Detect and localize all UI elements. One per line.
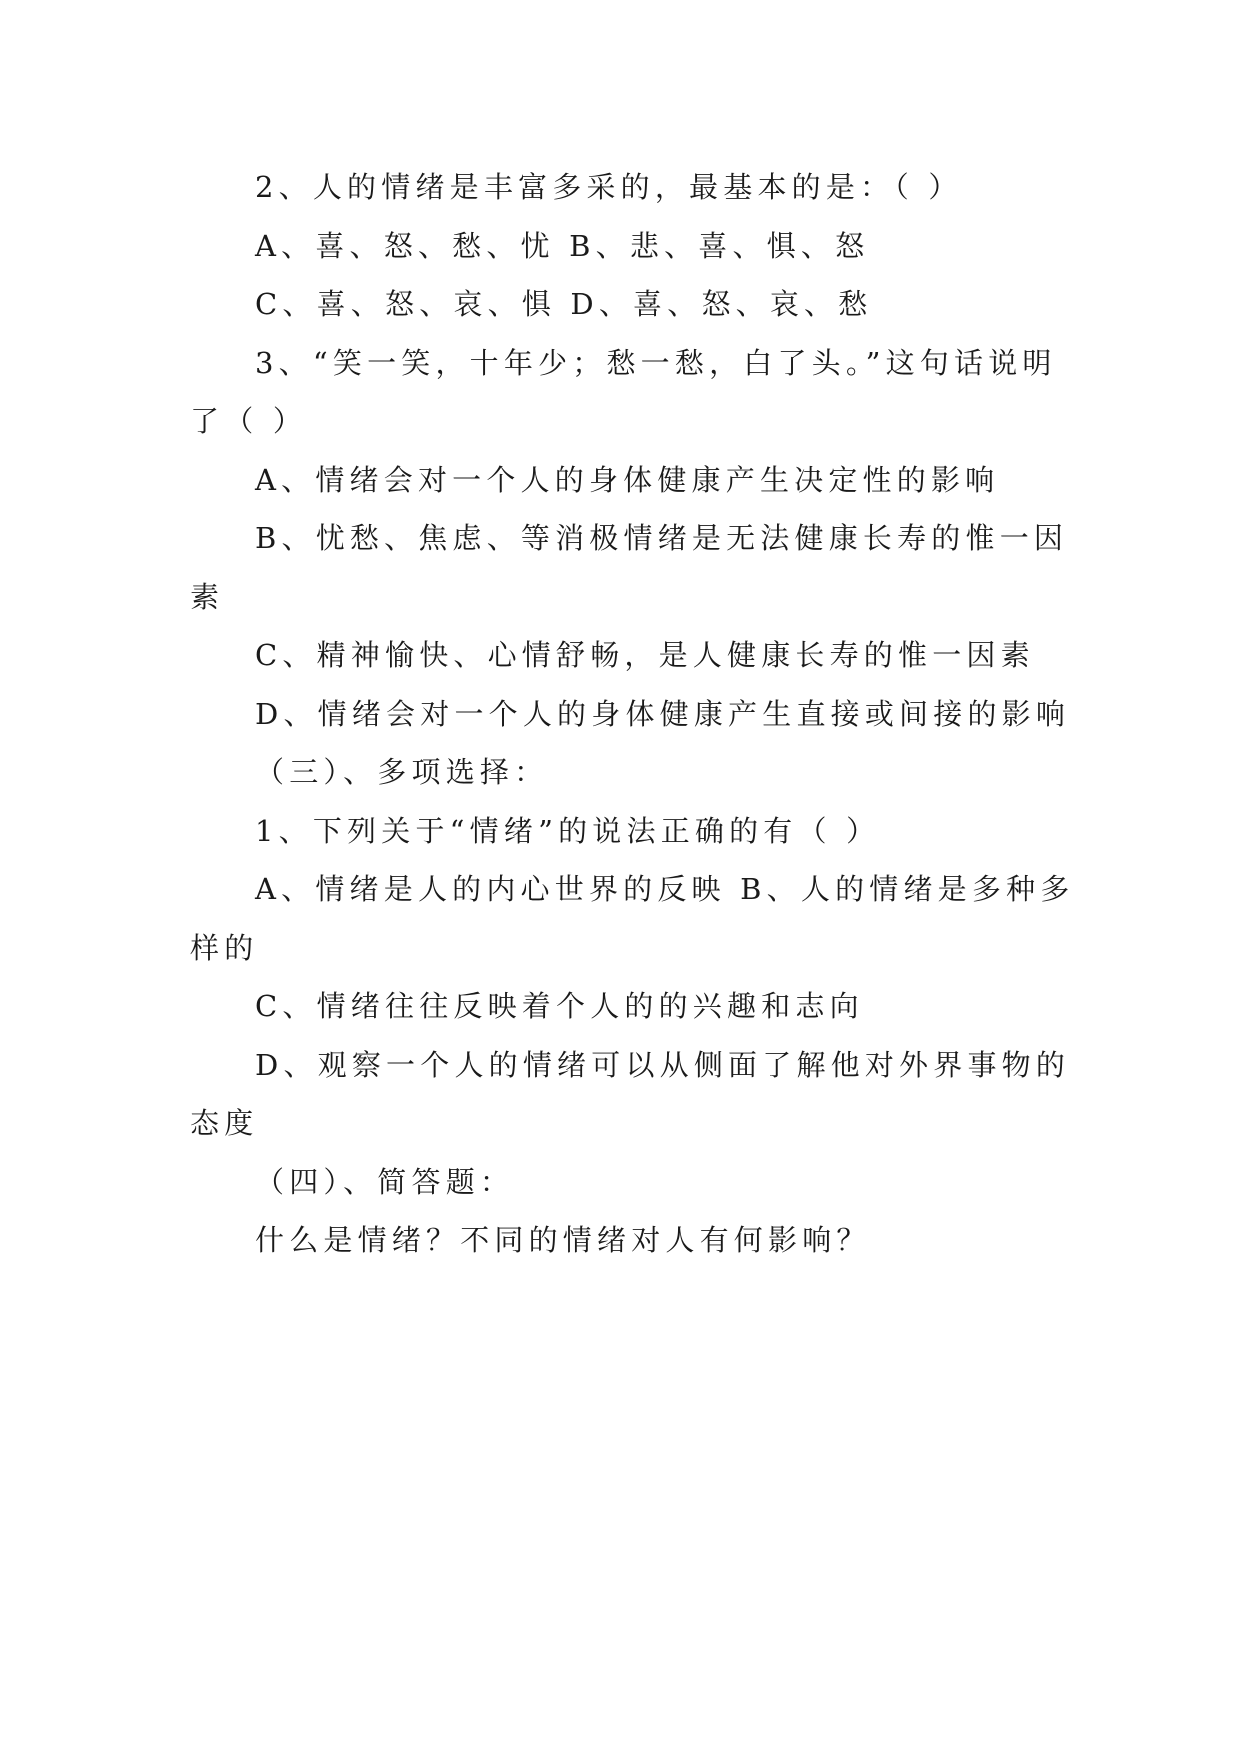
section-heading-short-answer: （四）、简答题：	[255, 1164, 515, 1199]
section-heading-multiple-choice: （三）、多项选择：	[255, 755, 549, 789]
multi-question-1-stem: 1、下列关于“情绪”的说法正确的有（ ）	[255, 813, 881, 848]
short-answer-question: 什么是情绪？不同的情绪对人有何影响？	[255, 1223, 871, 1257]
question-3-stem: 3、“笑一笑，十年少；愁一愁，白了头。”这句话说明	[255, 345, 1057, 380]
question-3-option-d: D、情绪会对一个人的身体健康产生直接或间接的影响	[255, 696, 1071, 731]
multi-question-1-option-d-continued: 态度	[190, 1106, 259, 1140]
question-2-stem: 2、人的情绪是丰富多采的，最基本的是：（ ）	[255, 170, 963, 204]
question-3-option-b-continued: 素	[190, 579, 225, 614]
document-body	[190, 158, 1075, 1270]
multi-question-1-options-ab: A、情绪是人的内心世界的反映 B、人的情绪是多种多	[255, 872, 1075, 906]
question-3-option-b: B、忧愁、焦虑、等消极情绪是无法健康长寿的惟一因	[255, 521, 1069, 555]
question-3-stem-continued: 了（ ）	[190, 404, 308, 438]
multi-question-1-options-ab-continued: 样的	[190, 930, 259, 965]
multi-question-1-option-d: D、观察一个人的情绪可以从侧面了解他对外界事物的	[255, 1047, 1071, 1082]
multi-question-1-option-c: C、情绪往往反映着个人的的兴趣和志向	[255, 989, 864, 1023]
question-2-options-ab: A、喜、怒、愁、忧 B、悲、喜、惧、怒	[255, 228, 870, 263]
question-2-options-cd: C、喜、怒、哀、惧 D、喜、怒、哀、愁	[255, 287, 873, 321]
question-3-option-c: C、精神愉快、心情舒畅，是人健康长寿的惟一因素	[255, 638, 1035, 672]
question-3-option-a: A、情绪会对一个人的身体健康产生决定性的影响	[255, 462, 1000, 497]
